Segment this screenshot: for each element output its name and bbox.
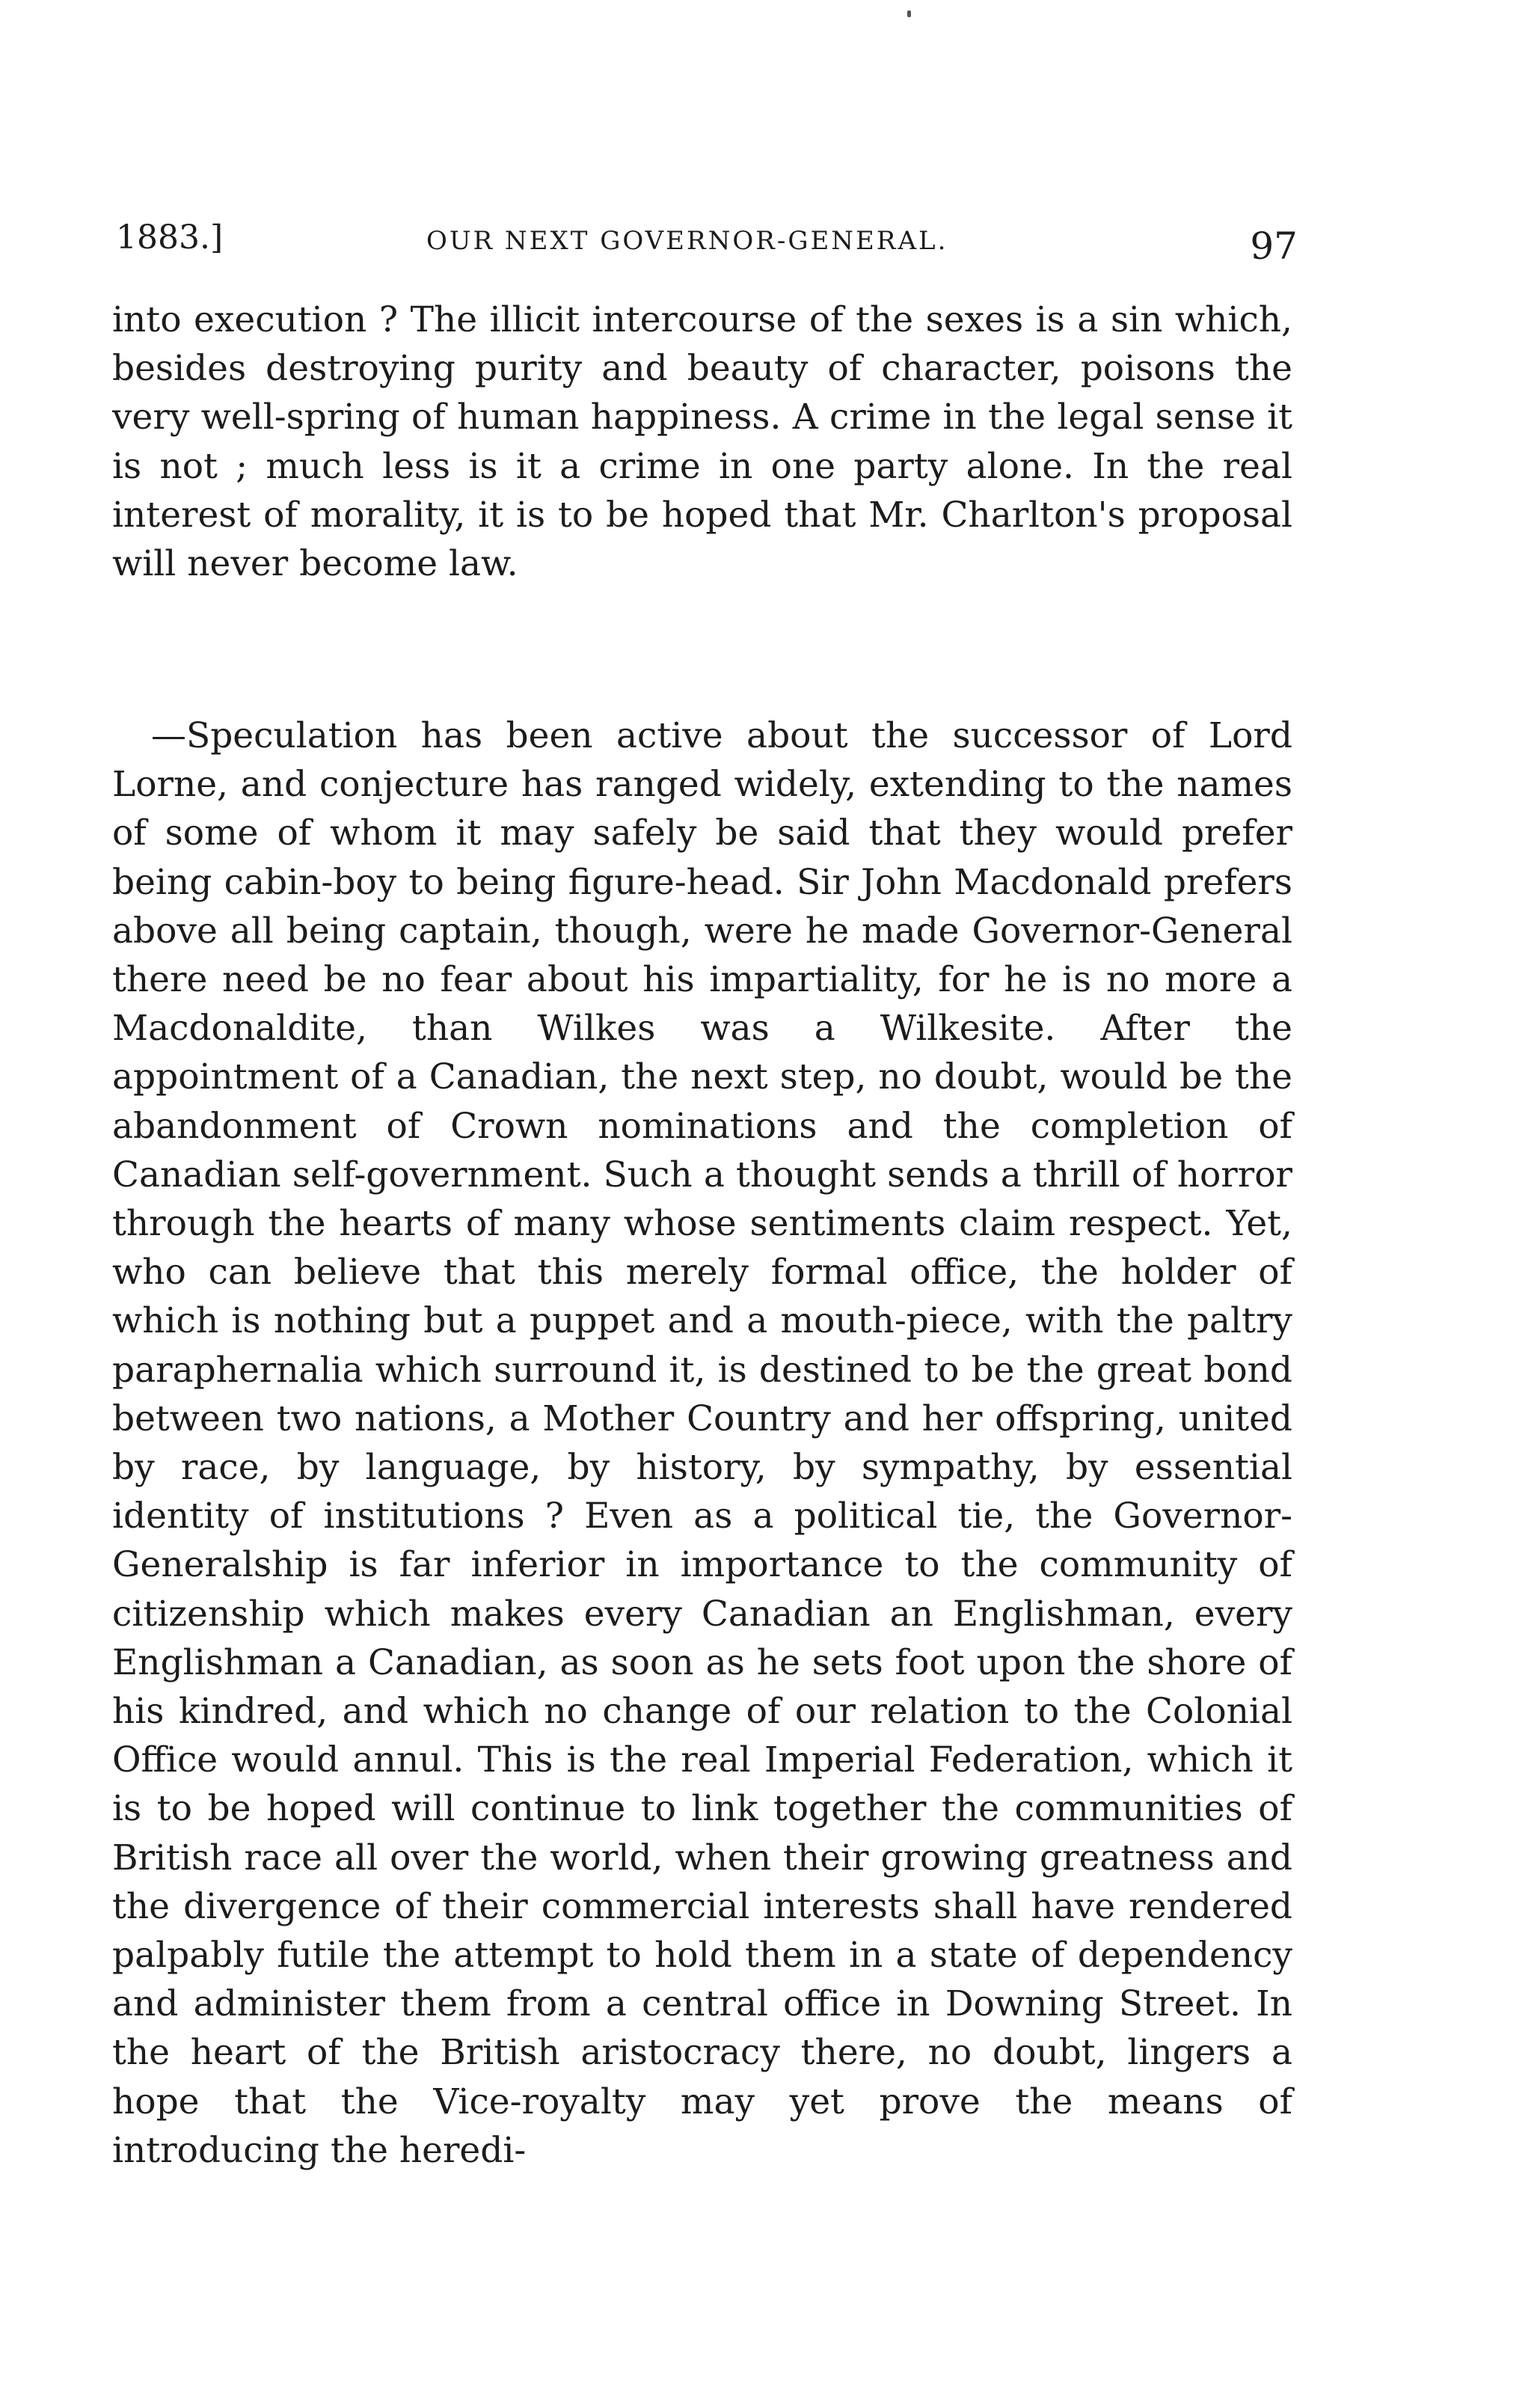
running-head-title: OUR NEXT GOVERNOR-GENERAL. xyxy=(426,226,948,256)
ink-speck xyxy=(907,10,911,17)
paragraph-continued: into execution ? The illicit intercourse of the sexes is a sin which, besides destroying purity and beauty of character, poisons the very well-spring of human happiness. A crime in the legal sense it is not ; much less is it a crime in one party alone. In the real interest of morality, it is to be hoped that Mr. Charlton's proposal will never become law. xyxy=(112,299,1292,585)
page-number: 97 xyxy=(1250,224,1298,268)
running-head xyxy=(116,211,1298,278)
paragraph-speculation: —Speculation has been active about the successor of Lord Lorne, and conjecture has ranged widely, extending to the names of some of whom it may safely be said that they would prefer being cabin-boy to being figure-head. Sir John Macdonald prefers above all being captain, though, were he made Governor-General there need be no fear about his impartiality, for he is no more a Macdonaldite, than Wilkes was a Wilkesite. After the appointment of a Canadian, the next step, no doubt, would be the abandonment of Crown nominations and the completion of Canadian self-government. Such a thought sends a thrill of horror through the hearts of many whose sentiments claim respect. Yet, who can believe that this merely formal office, the holder of which is nothing but a puppet and a mouth-piece, with the paltry paraphernalia which surround it, is destined to be the great bond between two nations, a Mother Country and her offspring, united by race, by language, by history, by sympathy, by essential identity of institutions ? Even as a political tie, the Governor-Generalship is far inferior in importance to the community of citizenship which makes every Canadian an Englishman, every Englishman a Canadian, as soon as he sets foot upon the shore of his kindred, and which no change of our relation to the Colonial Office would annul. This is the real Imperial Federation, which it is to be hoped will continue to link together the communities of British race all over the world, when their growing greatness and the divergence of their commercial interests shall have rendered palpably futile the attempt to hold them in a state of dependency and administer them from a central office in Downing Street. In the heart of the British aristocracy there, no doubt, lingers a hope that the Vice-royalty may yet prove the means of introducing the heredi- xyxy=(112,715,1292,2171)
running-head-year: 1883.] xyxy=(116,218,224,257)
